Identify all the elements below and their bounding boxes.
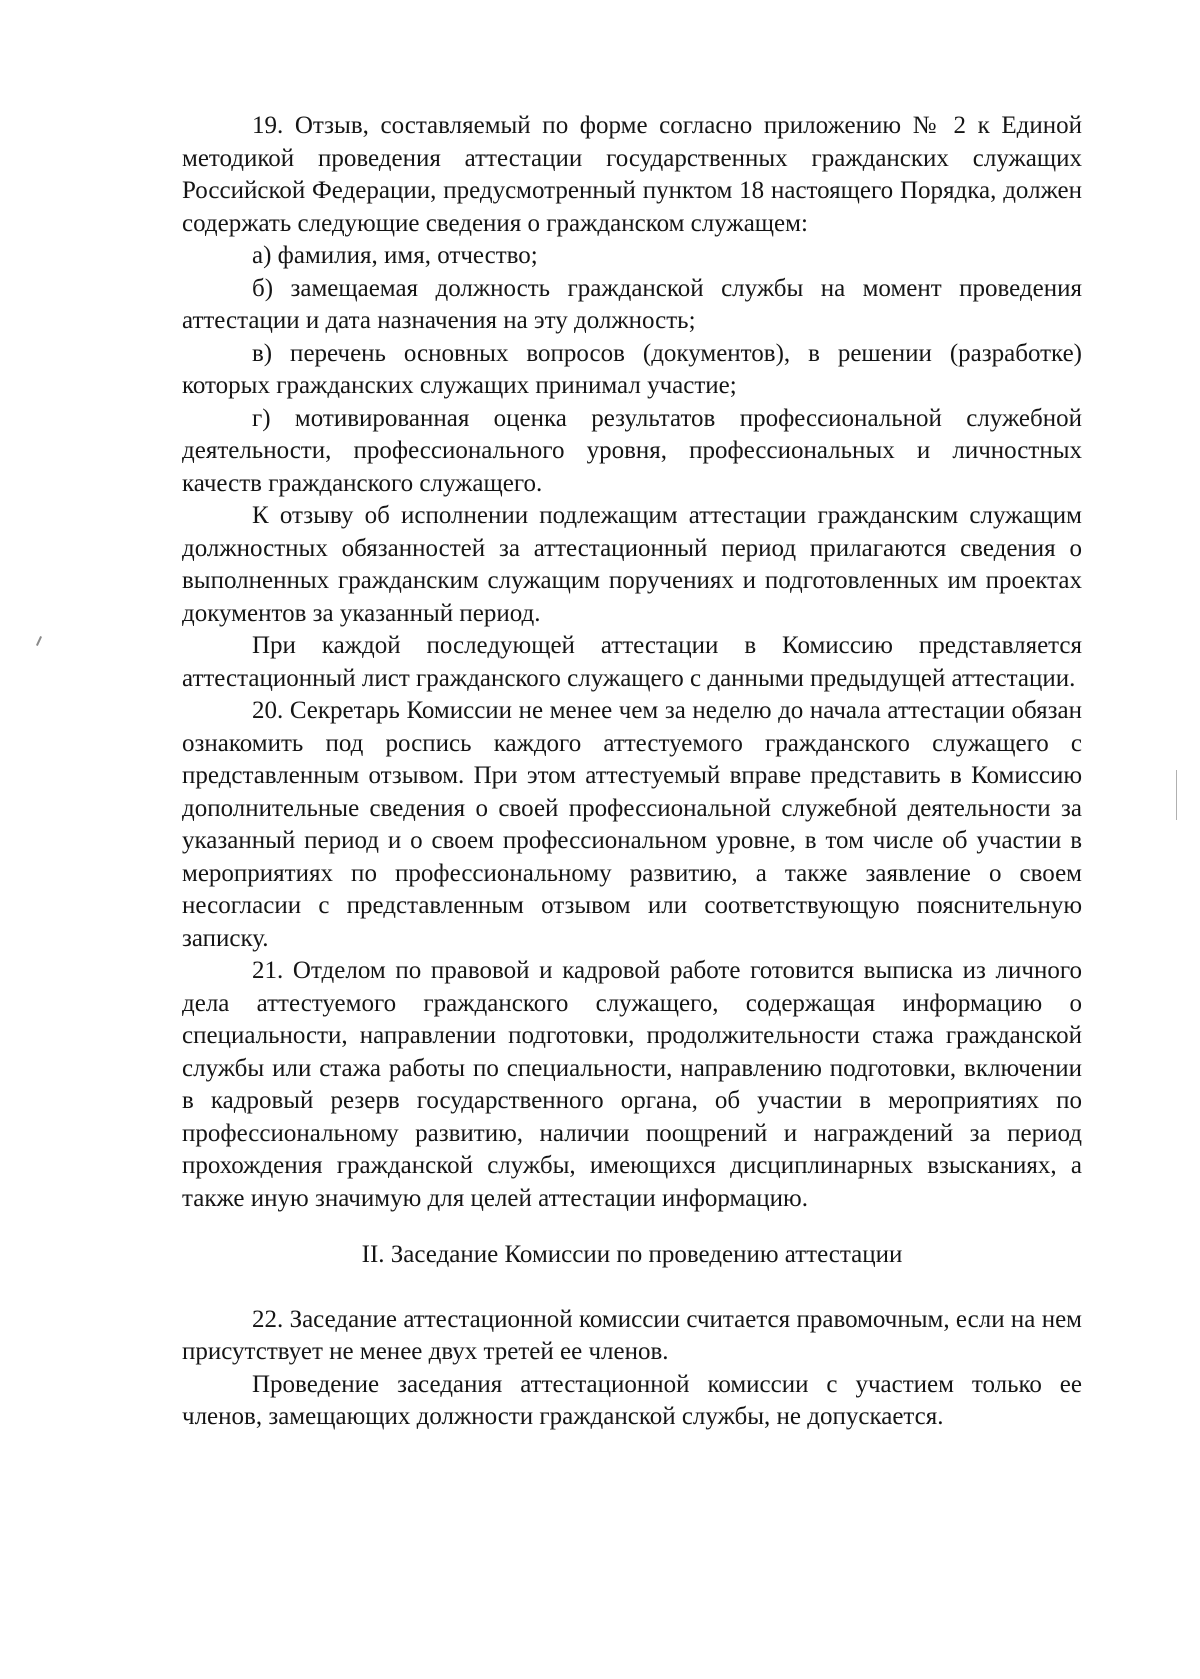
scan-artifact-right bbox=[1176, 770, 1177, 820]
paragraph-20: 20. Секретарь Комиссии не менее чем за неделю до начала аттестации обязан ознакомить под роспись каждого аттестуемого гражданского служащего с представленным отзывом. При этом аттестуемый вправе представить в Комиссию дополнительные сведения о своей профессиональной служебной деятельности за указанный период и о своем профессиональном уровне, в том числе об участии в мероприятиях по профессиональному развитию, а также заявление о своем несогласии с представленным отзывом или соответствующую пояснительную записку. bbox=[182, 697, 1082, 952]
paragraph-19-attachments: К отзыву об исполнении подлежащим аттестации гражданским служащим должностных обязанностей за аттестационный период прилагаются сведения о выполненных гражданским служащим поручениях и подготовленных им проектах документов за указанный период. bbox=[182, 502, 1082, 627]
paragraph-19-b: б) замещаемая должность гражданской службы на момент проведения аттестации и дата назначения на эту должность; bbox=[182, 274, 1082, 334]
paragraph-19-g: г) мотивированная оценка результатов профессиональной служебной деятельности, профессионального уровня, профессиональных и личностных качеств гражданского служащего. bbox=[182, 404, 1082, 497]
paragraph-19-subsequent: При каждой последующей аттестации в Комиссию представляется аттестационный лист гражданского служащего с данными предыдущей аттестации. bbox=[182, 632, 1082, 692]
paragraph-22: 22. Заседание аттестационной комиссии считается правомочным, если на нем присутствует не менее двух третей ее членов. bbox=[182, 1305, 1082, 1365]
paragraph-19-v: в) перечень основных вопросов (документов), в решении (разработке) которых гражданских служащих принимал участие; bbox=[182, 339, 1082, 399]
section-title: II. Заседание Комиссии по проведению аттестации bbox=[361, 1241, 903, 1268]
paragraph-22-members: Проведение заседания аттестационной комиссии с участием только ее членов, замещающих должности гражданской службы, не допускается. bbox=[182, 1370, 1082, 1430]
paragraph-19-a: а) фамилия, имя, отчество; bbox=[252, 242, 538, 269]
scan-artifact-left bbox=[36, 636, 42, 646]
document-body bbox=[182, 110, 1082, 1434]
paragraph-19: 19. Отзыв, составляемый по форме согласно приложению № 2 к Единой методикой проведения аттестации государственных гражданских служащих Российской Федерации, предусмотренный пунктом 18 настоящего Порядка, должен содержать следующие сведения о гражданском служащем: bbox=[182, 112, 1082, 237]
paragraph-21: 21. Отделом по правовой и кадровой работе готовится выписка из личного дела аттестуемого гражданского служащего, содержащая информацию о специальности, направлении подготовки, продолжительности стажа гражданской службы или стажа работы по специальности, направлению подготовки, включении в кадровый резерв государственного органа, об участии в мероприятиях по профессиональному развитию, наличии поощрений и награждений за период прохождения гражданской службы, имеющихся дисциплинарных взысканиях, а также иную значимую для целей аттестации информацию. bbox=[182, 957, 1082, 1212]
